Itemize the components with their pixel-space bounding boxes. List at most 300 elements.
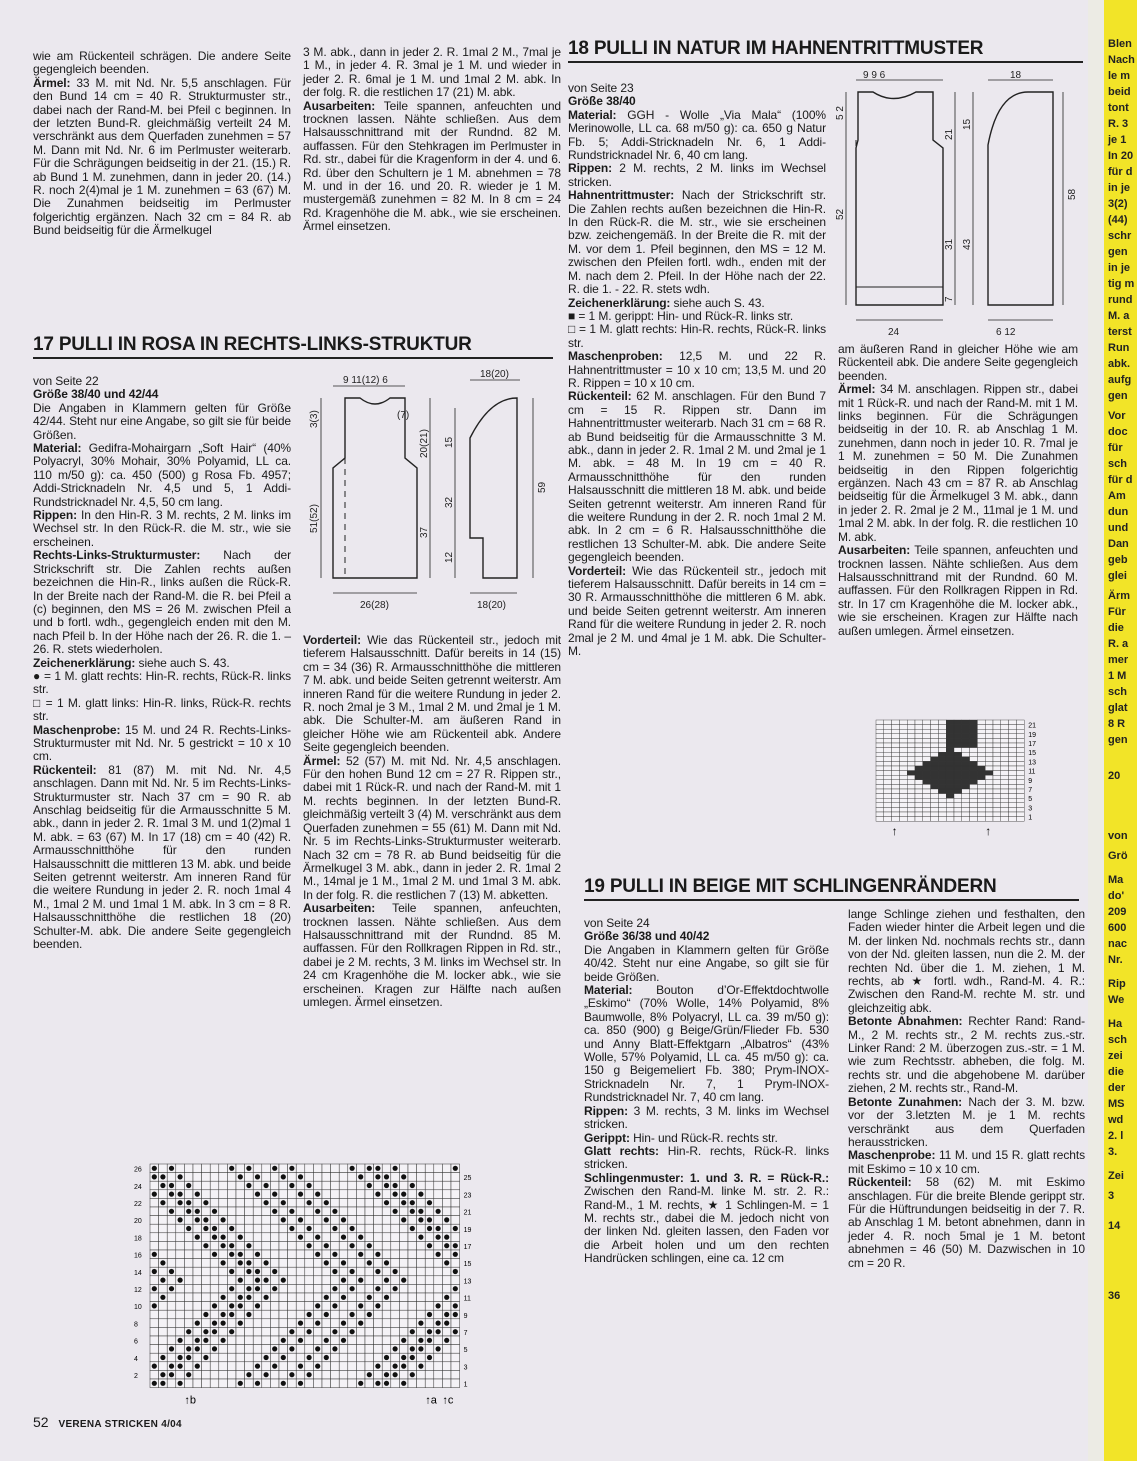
chart-cell — [296, 1259, 305, 1268]
chart-cell — [1001, 752, 1009, 757]
chart-cell — [1009, 780, 1017, 785]
chart-cell — [954, 720, 962, 725]
chart-dot — [298, 1364, 303, 1369]
chart-cell — [322, 1362, 331, 1371]
chart-cell — [425, 1370, 434, 1379]
chart-cell — [962, 743, 970, 748]
chart-cell — [296, 1250, 305, 1259]
paragraph-lead: Rippen: — [33, 508, 77, 523]
chart-cell — [382, 1362, 391, 1371]
chart-cell — [374, 1224, 383, 1233]
chart-cell — [202, 1181, 211, 1190]
chart-cell — [962, 734, 970, 739]
chart-cell — [993, 789, 1001, 794]
chart-dot — [410, 1209, 415, 1214]
chart-dot — [350, 1312, 355, 1317]
chart-cell — [923, 794, 931, 799]
chart-cell — [892, 766, 900, 771]
chart-cell — [907, 812, 915, 817]
chart-cell — [356, 1327, 365, 1336]
chart-cell — [296, 1267, 305, 1276]
chart-dot — [195, 1192, 200, 1197]
chart-cell — [451, 1190, 460, 1199]
chart-cell — [193, 1284, 202, 1293]
chart-cell — [279, 1241, 288, 1250]
chart-cell — [962, 729, 970, 734]
chart-cell — [159, 1250, 168, 1259]
chart-cell — [970, 780, 978, 785]
chart-cell — [245, 1379, 254, 1388]
chart-cell — [365, 1345, 374, 1354]
chart-cell — [382, 1241, 391, 1250]
chart-cell — [356, 1310, 365, 1319]
chart-cell — [202, 1379, 211, 1388]
chart-dot — [367, 1312, 372, 1317]
chart-cell — [322, 1164, 331, 1173]
chart-cell — [993, 794, 1001, 799]
chart-dot — [436, 1252, 441, 1257]
chart-dot — [186, 1346, 191, 1351]
chart-cell — [193, 1310, 202, 1319]
chart-dot — [332, 1226, 337, 1231]
chart-dot — [401, 1364, 406, 1369]
chart-cell — [365, 1233, 374, 1242]
chart-cell — [970, 771, 978, 776]
chart-cell — [288, 1302, 297, 1311]
chart-cell — [954, 798, 962, 803]
chart-cell — [150, 1224, 159, 1233]
chart-cell — [442, 1198, 451, 1207]
chart-cell — [899, 817, 907, 822]
chart-cell — [977, 761, 985, 766]
chart-cell — [365, 1362, 374, 1371]
chart-cell — [962, 748, 970, 753]
chart-cell — [946, 780, 954, 785]
chart-cell — [391, 1233, 400, 1242]
chart-cell — [1016, 734, 1024, 739]
paragraph-lead: Betonte Abnahmen: — [848, 1014, 963, 1029]
chart-dot — [221, 1243, 226, 1248]
chart-dot — [289, 1166, 294, 1171]
chart-dot — [298, 1174, 303, 1179]
chart-dot — [341, 1321, 346, 1326]
chart-cell — [202, 1302, 211, 1311]
chart-cell — [931, 784, 939, 789]
chart-cell — [356, 1336, 365, 1345]
chart-cell — [253, 1164, 262, 1173]
d17-bottom: 26(28) — [360, 600, 389, 611]
chart-dot — [281, 1355, 286, 1360]
chart-dot — [246, 1286, 251, 1291]
chart-cell — [451, 1198, 460, 1207]
d17-bottom-r: 18(20) — [477, 600, 506, 611]
chart-cell — [892, 720, 900, 725]
chart-dot — [324, 1217, 329, 1222]
chart-row-label: 21 — [1028, 722, 1036, 730]
chart-cell — [892, 803, 900, 808]
chart-cell — [391, 1327, 400, 1336]
chart-cell — [434, 1190, 443, 1199]
chart-dot — [160, 1355, 165, 1360]
chart-cell — [331, 1198, 340, 1207]
chart-dot — [238, 1260, 243, 1265]
magazine-name: VERENA STRICKEN 4/04 — [58, 1419, 182, 1430]
chart-dot — [169, 1372, 174, 1377]
chart-cell — [262, 1284, 271, 1293]
chart-cell — [176, 1259, 185, 1268]
chart-dot — [307, 1312, 312, 1317]
chart-cell — [938, 757, 946, 762]
chart-cell — [938, 798, 946, 803]
chart-cell — [150, 1327, 159, 1336]
chart-cell — [985, 738, 993, 743]
chart-cell — [167, 1233, 176, 1242]
chart-dot — [229, 1252, 234, 1257]
chart-cell — [305, 1267, 314, 1276]
chart-cell — [356, 1224, 365, 1233]
chart-cell — [150, 1293, 159, 1302]
chart-cell — [219, 1190, 228, 1199]
chart-cell — [296, 1345, 305, 1354]
strip-fragment: rund — [1108, 294, 1133, 306]
chart-cell — [339, 1379, 348, 1388]
chart-arrow-label: ↑c — [442, 1394, 454, 1407]
chart-cell — [348, 1353, 357, 1362]
chart-cell — [184, 1216, 193, 1225]
chart-cell — [296, 1181, 305, 1190]
chart-dot — [169, 1192, 174, 1197]
chart-cell — [1009, 752, 1017, 757]
chart-cell — [907, 766, 915, 771]
paragraph — [568, 350, 826, 390]
chart-cell — [374, 1293, 383, 1302]
chart-cell — [1009, 812, 1017, 817]
chart-cell — [876, 761, 884, 766]
chart-cell — [236, 1310, 245, 1319]
strip-fragment: Nach — [1108, 54, 1135, 66]
chart-dot — [393, 1346, 398, 1351]
chart-cell — [954, 734, 962, 739]
chart-cell — [270, 1379, 279, 1388]
chart-cell — [288, 1233, 297, 1242]
chart-cell — [245, 1362, 254, 1371]
chart-cell — [931, 734, 939, 739]
chart-cell — [923, 798, 931, 803]
chart-cell — [322, 1250, 331, 1259]
strip-fragment: Run — [1108, 342, 1130, 354]
d17-side-r4: 12 — [444, 551, 455, 563]
strip-fragment: für — [1108, 442, 1123, 454]
chart-cell — [348, 1259, 357, 1268]
chart-cell — [892, 729, 900, 734]
chart-cell — [262, 1302, 271, 1311]
paragraph-lead: Glatt rechts: — [584, 1143, 659, 1158]
chart-cell — [313, 1293, 322, 1302]
chart-row-label: 2 — [134, 1373, 138, 1380]
chart-cell — [382, 1336, 391, 1345]
chart-row-label: 11 — [1028, 768, 1036, 776]
paragraph-lead: Rippen: — [568, 161, 612, 176]
chart-dot — [298, 1321, 303, 1326]
chart-cell — [907, 738, 915, 743]
paragraph — [33, 50, 291, 77]
chart-dot — [401, 1217, 406, 1222]
chart-cell — [425, 1207, 434, 1216]
chart-dot — [272, 1346, 277, 1351]
d18-side-e: 43 — [962, 238, 973, 250]
chart-cell — [923, 817, 931, 822]
chart-dot — [418, 1321, 423, 1326]
chart-dot — [341, 1295, 346, 1300]
chart-cell — [193, 1379, 202, 1388]
chart-dot — [281, 1381, 286, 1386]
strip-fragment: 3 — [1108, 1190, 1115, 1202]
chart-cell — [915, 761, 923, 766]
chart-cell — [399, 1259, 408, 1268]
chart-dot — [229, 1226, 234, 1231]
d18-top: 9 9 6 — [863, 70, 886, 81]
chart-dot — [246, 1312, 251, 1317]
chart-cell — [262, 1241, 271, 1250]
chart-cell — [876, 775, 884, 780]
chart-cell — [946, 784, 954, 789]
chart-cell — [253, 1370, 262, 1379]
chart-cell — [954, 766, 962, 771]
s17-from: von Seite 22 — [33, 374, 99, 388]
paragraph-text: Die Angaben in Klammern gelten für Größe 40/42. Steht nur eine Angabe, so gilt sie für beide Größen. — [584, 942, 829, 984]
chart-cell — [923, 743, 931, 748]
chart-cell — [202, 1370, 211, 1379]
chart-cell — [288, 1284, 297, 1293]
paragraph — [838, 343, 1078, 383]
chart-cell — [193, 1241, 202, 1250]
chart-cell — [167, 1293, 176, 1302]
chart-dot — [367, 1166, 372, 1171]
chart-cell — [899, 757, 907, 762]
d17-neck: (7) — [397, 410, 410, 421]
paragraph — [568, 565, 826, 659]
chart-cell — [1001, 748, 1009, 753]
chart-cell — [288, 1336, 297, 1345]
chart-cell — [167, 1276, 176, 1285]
chart-cell — [210, 1336, 219, 1345]
chart-dot — [169, 1346, 174, 1351]
chart-cell — [938, 812, 946, 817]
chart-cell — [288, 1379, 297, 1388]
chart-dot — [307, 1226, 312, 1231]
chart-cell — [962, 720, 970, 725]
chart-cell — [962, 798, 970, 803]
chart-cell — [270, 1241, 279, 1250]
chart-dot — [255, 1192, 260, 1197]
chart-dot — [350, 1329, 355, 1334]
chart-dot — [255, 1381, 260, 1386]
strip-fragment: in je — [1108, 262, 1131, 274]
chart-cell — [884, 771, 892, 776]
chart-cell — [946, 817, 954, 822]
chart-dot — [238, 1303, 243, 1308]
chart-dot — [152, 1364, 157, 1369]
chart-cell — [253, 1207, 262, 1216]
chart-cell — [270, 1173, 279, 1182]
chart-cell — [365, 1250, 374, 1259]
chart-cell — [442, 1224, 451, 1233]
chart-cell — [150, 1233, 159, 1242]
chart-cell — [382, 1284, 391, 1293]
chart-cell — [1016, 738, 1024, 743]
chart-dot — [178, 1278, 183, 1283]
chart-cell — [322, 1224, 331, 1233]
chart-row-label: 7 — [463, 1330, 468, 1337]
chart-cell — [210, 1190, 219, 1199]
chart-cell — [1001, 734, 1009, 739]
paragraph — [568, 189, 826, 296]
chart-dot — [221, 1321, 226, 1326]
chart-cell — [382, 1302, 391, 1311]
chart-cell — [262, 1207, 271, 1216]
strip-fragment: glei — [1108, 570, 1127, 582]
chart-cell — [193, 1259, 202, 1268]
chart-cell — [907, 817, 915, 822]
chart-cell — [227, 1173, 236, 1182]
chart-dot — [203, 1312, 208, 1317]
chart-cell — [946, 761, 954, 766]
strip-fragment: Nr. — [1108, 954, 1123, 966]
chart-cell — [159, 1216, 168, 1225]
chart-dot — [238, 1321, 243, 1326]
chart-cell — [1001, 798, 1009, 803]
chart-cell — [434, 1259, 443, 1268]
chart-cell — [236, 1345, 245, 1354]
chart-cell — [931, 743, 939, 748]
chart-cell — [970, 775, 978, 780]
chart-cell — [391, 1310, 400, 1319]
chart-cell — [907, 761, 915, 766]
strip-fragment: gen — [1108, 246, 1128, 258]
chart-cell — [985, 761, 993, 766]
chart-dot — [229, 1303, 234, 1308]
chart-cell — [442, 1370, 451, 1379]
paragraph — [848, 1015, 1085, 1095]
chart-cell — [227, 1353, 236, 1362]
chart-cell — [296, 1353, 305, 1362]
chart-cell — [288, 1276, 297, 1285]
chart-dot — [427, 1226, 432, 1231]
chart-cell — [931, 789, 939, 794]
chart-cell — [202, 1293, 211, 1302]
chart-cell — [876, 748, 884, 753]
chart-cell — [451, 1370, 460, 1379]
chart-cell — [938, 803, 946, 808]
paragraph-text: siehe auch S. 43. — [135, 655, 230, 670]
chart-cell — [1001, 794, 1009, 799]
chart-cell — [150, 1181, 159, 1190]
chart-dot — [358, 1174, 363, 1179]
chart-cell — [382, 1327, 391, 1336]
chart-dot — [152, 1252, 157, 1257]
chart-cell — [262, 1173, 271, 1182]
chart-dot — [289, 1329, 294, 1334]
chart-cell — [219, 1345, 228, 1354]
paragraph-text: Zwischen den Rand-M. linke M. str. 2. R.: Rand-M., 1 M. rechts, ★ 1 Schlingen-M. = 1 M. rechts str., dabei die M. jedoch nicht von der linken Nd. gleiten lassen, den Faden vor die Arbeit holen und um den rechten Handrücken schlingen, eine ca. 12 cm — [584, 1184, 829, 1266]
chart-dot — [418, 1338, 423, 1343]
chart-cell — [356, 1293, 365, 1302]
chart-cell — [451, 1293, 460, 1302]
strip-fragment: tont — [1108, 102, 1129, 114]
chart-cell — [262, 1164, 271, 1173]
strip-fragment: 36 — [1108, 1290, 1121, 1302]
chart-cell — [202, 1233, 211, 1242]
chart-cell — [892, 775, 900, 780]
chart-dot — [246, 1269, 251, 1274]
chart-cell — [210, 1259, 219, 1268]
chart-cell — [210, 1379, 219, 1388]
chart-row-label: 17 — [463, 1244, 472, 1251]
chart-dot — [341, 1217, 346, 1222]
chart-cell — [305, 1207, 314, 1216]
chart-cell — [1001, 743, 1009, 748]
chart-cell — [923, 748, 931, 753]
chart-cell — [938, 748, 946, 753]
chart-cell — [288, 1267, 297, 1276]
chart-dot — [221, 1260, 226, 1265]
chart-cell — [159, 1164, 168, 1173]
paragraph — [568, 162, 826, 189]
chart-cell — [915, 752, 923, 757]
chart-cell — [322, 1327, 331, 1336]
paragraph-text: = 1 M. glatt rechts: Hin-R. rechts, Rück-R. links str. — [33, 668, 291, 697]
chart-dot — [246, 1243, 251, 1248]
chart-cell — [899, 780, 907, 785]
chart-cell — [977, 725, 985, 730]
paragraph-lead: Zeichenerklärung: — [568, 295, 671, 310]
chart-cell — [985, 817, 993, 822]
chart-cell — [884, 757, 892, 762]
chart-cell — [176, 1302, 185, 1311]
chart-dot — [375, 1364, 380, 1369]
chart-cell — [227, 1259, 236, 1268]
chart-row-label: 4 — [134, 1355, 138, 1363]
paragraph-text: = 1 M. glatt links: Hin-R. links, Rück-R. rechts str. — [33, 695, 292, 724]
chart-cell — [365, 1302, 374, 1311]
chart-cell — [348, 1293, 357, 1302]
chart-dot — [401, 1381, 406, 1386]
chart-dot — [298, 1235, 303, 1240]
chart-cell — [262, 1233, 271, 1242]
chart-cell — [892, 752, 900, 757]
chart-cell — [954, 780, 962, 785]
chart-dot — [178, 1355, 183, 1360]
chart-cell — [938, 794, 946, 799]
chart-cell — [970, 743, 978, 748]
s17-col1 — [33, 375, 291, 951]
paragraph — [838, 383, 1078, 544]
chart-cell — [938, 738, 946, 743]
chart-dot — [238, 1381, 243, 1386]
chart-dot — [289, 1183, 294, 1188]
chart-dot — [160, 1278, 165, 1283]
chart-dot — [350, 1269, 355, 1274]
strip-fragment: mer — [1108, 654, 1129, 666]
chart-row-label: 13 — [1028, 759, 1036, 767]
chart-dot — [324, 1260, 329, 1265]
paragraph-lead: Rechts-Links-Strukturmuster: — [33, 548, 201, 563]
chart-row-label: 18 — [134, 1235, 142, 1243]
chart-cell — [434, 1216, 443, 1225]
chart-cell — [907, 794, 915, 799]
chart-dot — [384, 1278, 389, 1283]
chart-cell — [227, 1207, 236, 1216]
